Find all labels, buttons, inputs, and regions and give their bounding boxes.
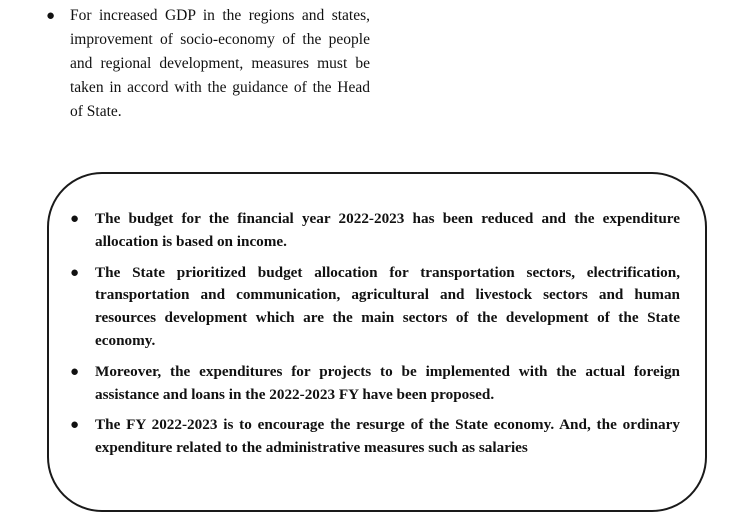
list-item xyxy=(66,262,680,353)
list-item xyxy=(40,4,370,124)
list-item-text: The FY 2022-2023 is to encourage the resurge of the State economy. And, the ordinary expenditure related to the administrative measures such as salaries xyxy=(95,416,680,457)
list-item xyxy=(66,361,680,407)
bullet-icon: ● xyxy=(46,8,56,24)
bullet-icon: ● xyxy=(70,264,80,281)
list-item xyxy=(66,208,680,254)
bullet-icon: ● xyxy=(70,211,80,227)
list-item-text: The budget for the financial year 2022-2023 has been reduced and the expenditure allocation is based on income. xyxy=(95,210,680,250)
list-item-text: Moreover, the expenditures for projects to be implemented with the actual foreign assistance and loans in the 2022-2023 FY have been proposed. xyxy=(95,362,680,403)
list-item-text: For increased GDP in the regions and states, improvement of socio-economy of the people and regional development, measures must be taken in accord with the guidance of the Head of State. xyxy=(70,7,370,120)
list-item xyxy=(66,414,680,460)
top-bullet-list xyxy=(40,4,370,124)
list-item-text: The State prioritized budget allocation for transportation sectors, electrification, transportation and communication, agricultural and livestock sectors and human resources development which are the main sectors of the development of the State economy. xyxy=(95,263,680,349)
bullet-icon: ● xyxy=(70,417,80,434)
highlight-bullet-list xyxy=(66,208,680,468)
bullet-icon: ● xyxy=(70,363,80,380)
